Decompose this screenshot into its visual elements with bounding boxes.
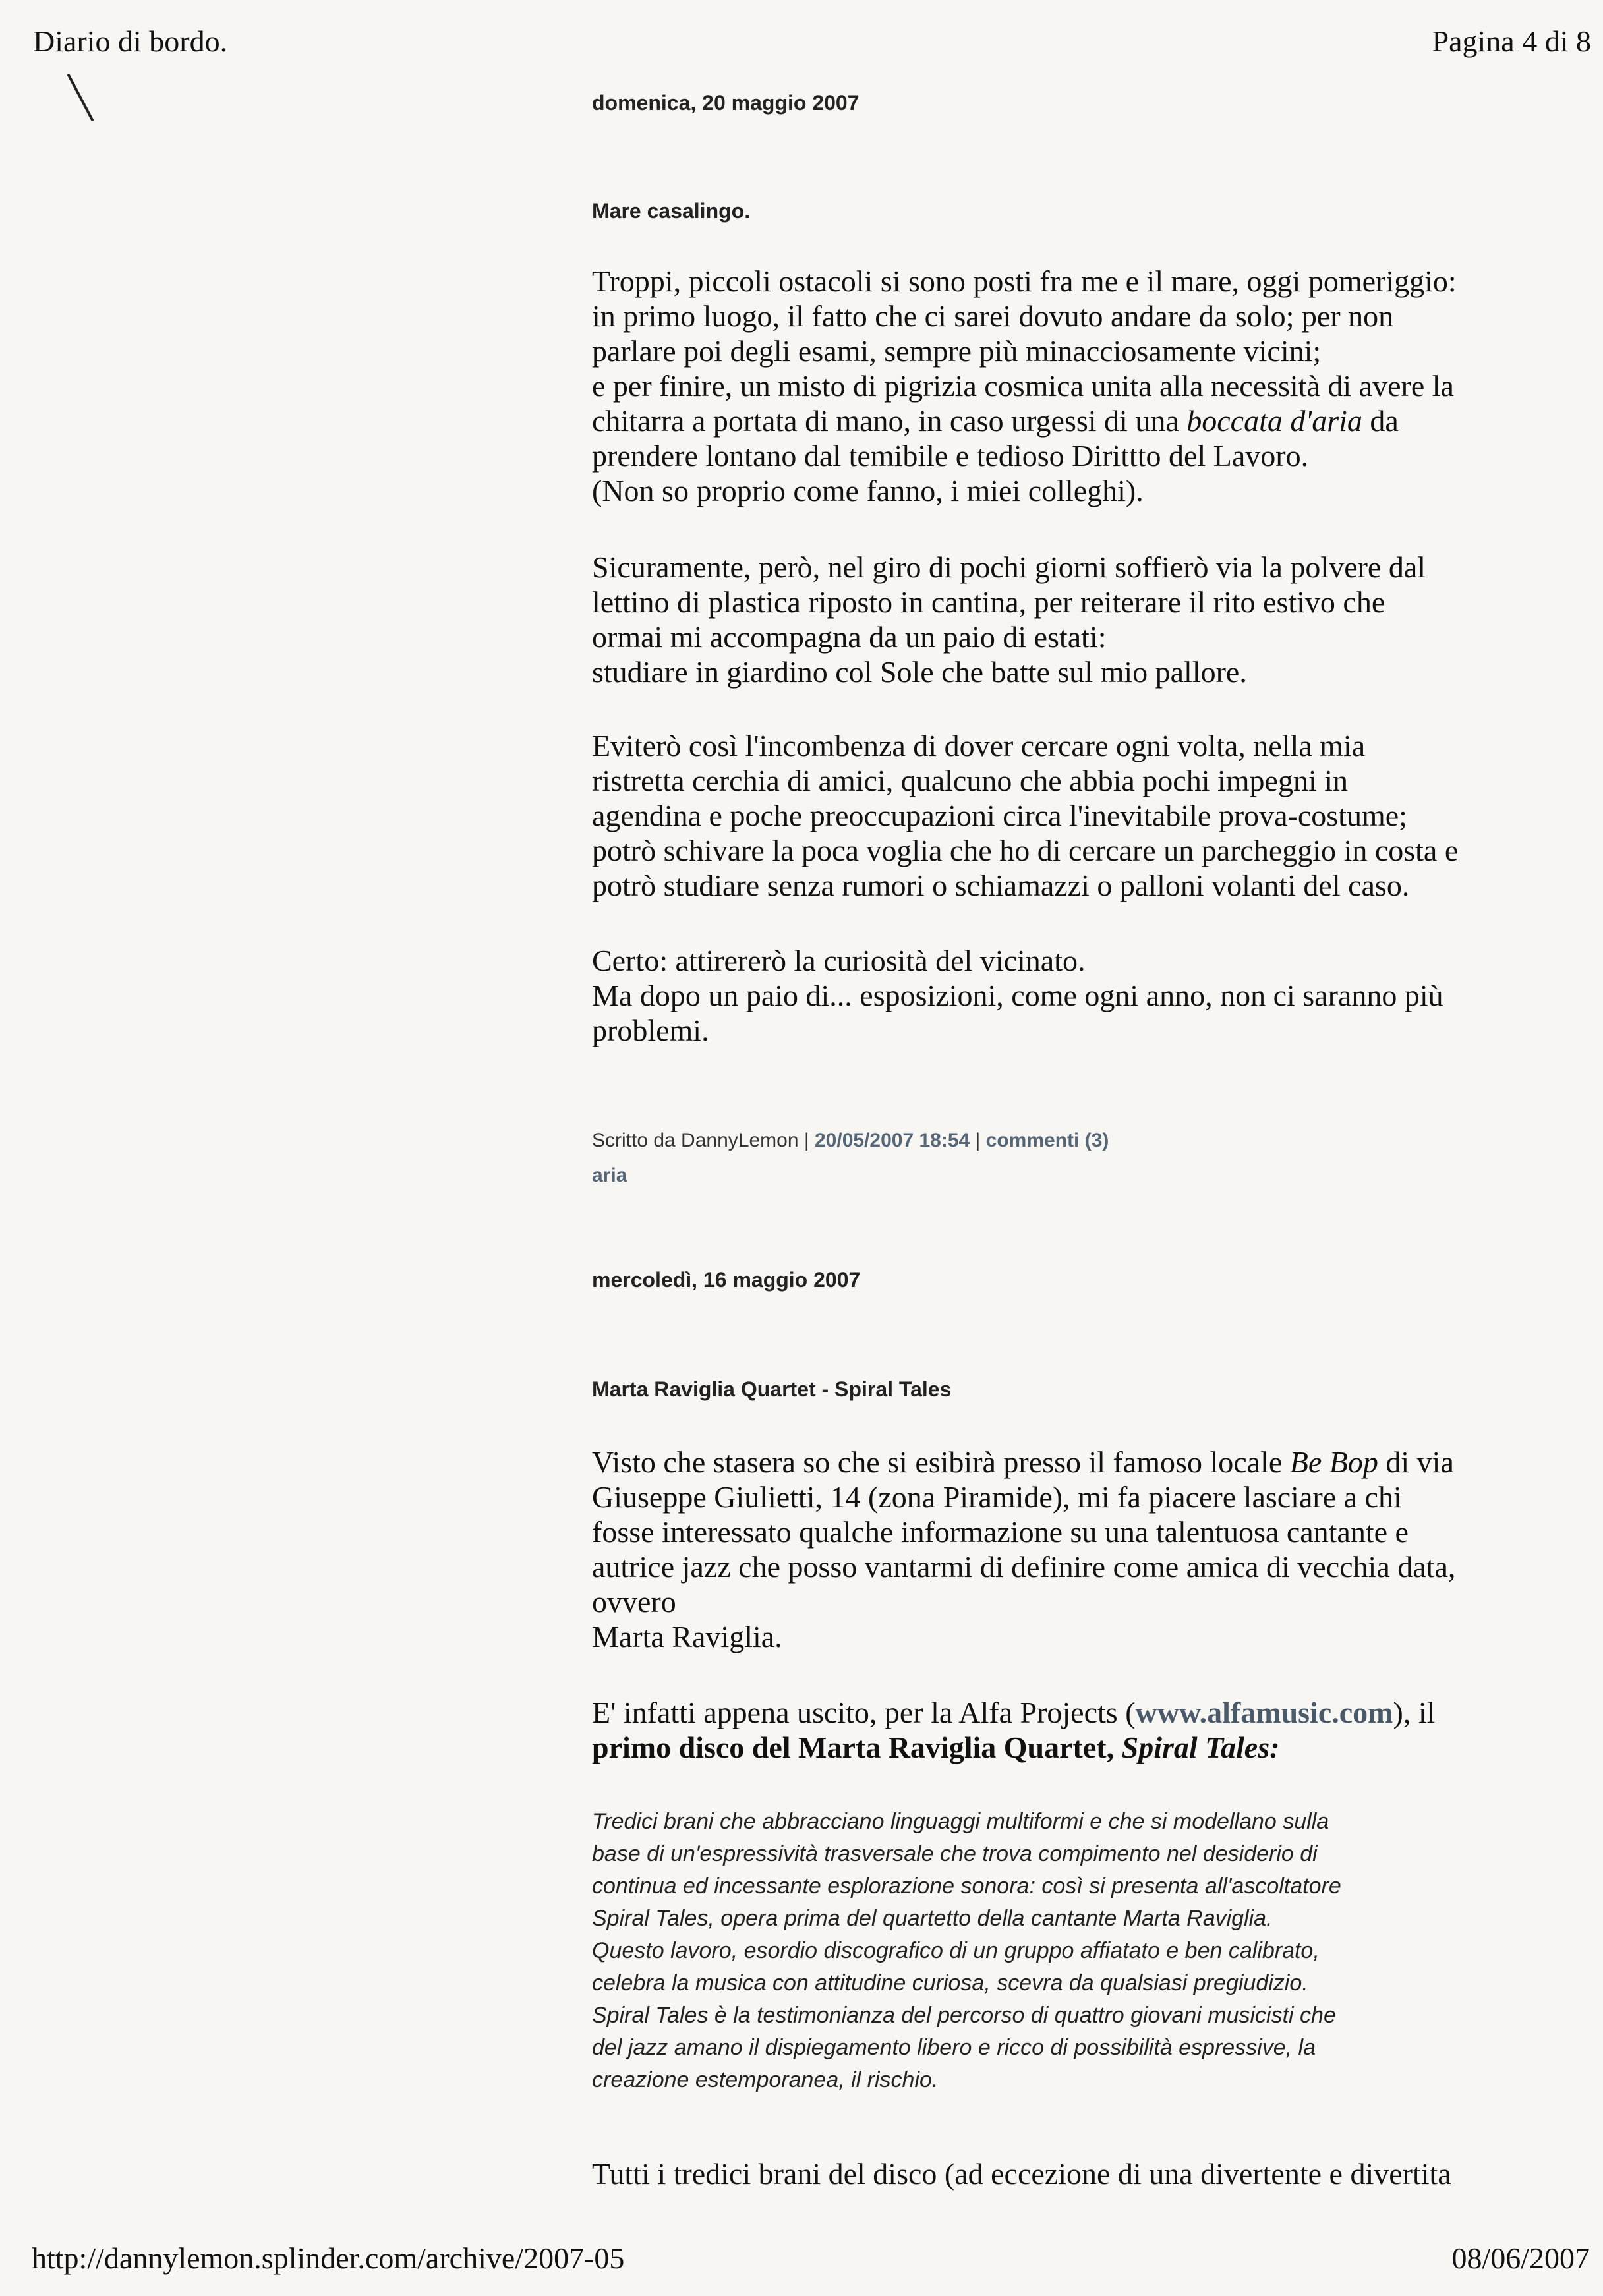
post-paragraph: Troppi, piccoli ostacoli si sono posti fra me e il mare, oggi pomeriggio: in primo luogo, il fatto che ci sarei dovuto andare da solo; per non parlare poi degli esami, sempre più minacciosamente vicini; e per finire, un misto di pigrizia cosmica unita alla necessità di avere la chitarra a portata di mano, in caso urgessi di una boccata d'aria da prendere lontano dal temibile e tedioso Dirittto del Lavoro. (Non so proprio come fanno, i miei colleghi).	[592, 264, 1457, 507]
print-footer-date: 08/06/2007	[1451, 2241, 1590, 2275]
emphasis-text: boccata d'aria	[1186, 404, 1362, 438]
post-paragraph: Certo: attirererò la curiosità del vicinato. Ma dopo un paio di... esposizioni, come ogni anno, non ci saranno più problemi.	[592, 944, 1443, 1047]
emphasis-text: Be Bop	[1289, 1445, 1378, 1479]
post-author: Scritto da DannyLemon	[592, 1130, 799, 1151]
post-paragraph: Visto che stasera so che si esibirà presso il famoso locale Be Bop di via Giuseppe Giulietti, 14 (zona Piramide), mi fa piacere lasciare a chi fosse interessato qualche informazione su una talentuosa cantante e autrice jazz che posso vantarmi di definire come amica di vecchia data, ovvero Marta Raviglia.	[592, 1445, 1456, 1653]
post-paragraph: Tutti i tredici brani del disco (ad eccezione di una divertente e divertita	[592, 2157, 1451, 2191]
post-tag-link[interactable]: aria	[592, 1164, 627, 1186]
print-header-title: Diario di bordo.	[33, 24, 228, 58]
post-meta: Scritto da DannyLemon | 20/05/2007 18:54 | commenti (3)	[592, 1130, 1109, 1151]
post-tag	[592, 1164, 1541, 1187]
pen-stroke-mark	[66, 72, 105, 125]
post-permalink[interactable]: 20/05/2007 18:54	[814, 1130, 970, 1151]
quote-block: Tredici brani che abbracciano linguaggi multiformi e che si modellano sulla base di un'espressività trasversale che trova compimento nel desiderio di continua ed incessante esplorazione sonora: così si presenta all'ascoltatore Spiral Tales, opera prima del quartetto della cantante Marta Raviglia. Questo lavoro, esordio discografico di un gruppo affiatato e ben calibrato, celebra la musica con attitudine curiosa, scevra da qualsiasi pregiudizio. Spiral Tales è la testimonianza del percorso di quattro giovani musicisti che del jazz amano il dispiegamento libero e ricco di possibilità espressive, la creazione estemporanea, il rischio.	[592, 1809, 1341, 2092]
print-footer-url: http://dannylemon.splinder.com/archive/2007-05	[32, 2241, 625, 2275]
post-paragraph: E' infatti appena uscito, per la Alfa Projects (www.alfamusic.com), il primo disco del Marta Raviglia Quartet, Spiral Tales:	[592, 1696, 1436, 1764]
print-header-page-number: Pagina 4 di 8	[1432, 24, 1591, 58]
post-date-header: mercoledì, 16 maggio 2007	[592, 1268, 861, 1292]
external-link[interactable]: www.alfamusic.com	[1135, 1696, 1393, 1729]
post-title: Marta Raviglia Quartet - Spiral Tales	[592, 1377, 952, 1401]
post-title: Mare casalingo.	[592, 199, 751, 223]
post-paragraph: Eviterò così l'incombenza di dover cercare ogni volta, nella mia ristretta cerchia di amici, qualcuno che abbia pochi impegni in agendina e poche preoccupazioni circa l'inevitabile prova-costume; potrò schivare la poca voglia che ho di cercare un parcheggio in costa e potrò studiare senza rumori o schiamazzi o palloni volanti del caso.	[592, 729, 1459, 902]
post-comments-link[interactable]: commenti (3)	[985, 1130, 1109, 1151]
post-date-header: domenica, 20 maggio 2007	[592, 91, 860, 115]
post-paragraph: Sicuramente, però, nel giro di pochi giorni soffierò via la polvere dal lettino di plastica riposto in cantina, per reiterare il rito estivo che ormai mi accompagna da un paio di estati: studiare in giardino col Sole che batte sul mio pallore.	[592, 550, 1426, 689]
